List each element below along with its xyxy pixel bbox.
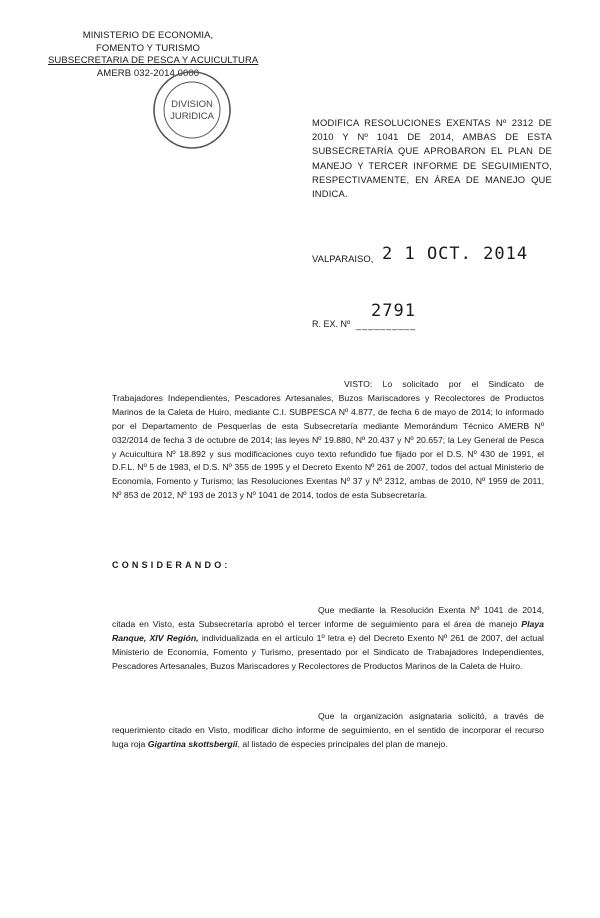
area-name: Playa Ranque, XIV Región, (112, 618, 544, 643)
p3-text-a: Que la organización asignataria solicitó, a través de requerimiento citado en Visto, modificar dicho informe de seguimiento, en el sentido de incorporar el recurso luga roja (112, 711, 544, 749)
division-juridica-stamp (150, 68, 234, 152)
stamp-line-2: JURIDICA (170, 111, 214, 122)
considerando-paragraph-1 (112, 604, 544, 674)
letterhead-subsecretaria: SUBSECRETARIA DE PESCA Y ACUICULTURA (48, 55, 259, 66)
letterhead-ministry-2: FOMENTO Y TURISMO (96, 42, 200, 54)
stamp-line-1: DIVISION (171, 99, 213, 110)
place-label: VALPARAISO, (312, 254, 374, 265)
visto-paragraph: VISTO: Lo solicitado por el Sindicato de Trabajadores Independientes, Pescadores Artesanales, Buzos Mariscadores y Recolectores de Productos Marinos de la Caleta de Huiro, mediante C.I. SUBPESCA Nº 4.877, de fecha 6 de mayo de 2014; lo informado por el Departamento de Pesquerías de esta Subsecretaría mediante Memorándum Técnico AMERB Nº 032/2014 de fecha 3 de octubre de 2014; las leyes Nº 19.880, Nº 20.437 y Nº 20.657; la Ley General de Pesca y Acuicultura Nº 18.892 y sus modificaciones cuyo texto refundido fue fijado por el D.S. Nº 430 de 1991, el D.F.L. Nº 5 de 1983, el D.S. Nº 355 de 1995 y el Decreto Exento Nº 261 de 2007, todos del actual Ministerio de Economía, Fomento y Turismo; las Resoluciones Exentas Nº 37 y Nº 2312, ambas de 2010, Nº 1959 de 2011, Nº 853 de 2012, Nº 193 de 2013 y Nº 1041 de 2014, todos de esta Subsecretaría. (112, 379, 544, 501)
resolution-number: 2791 (371, 301, 416, 321)
p2-text-a: Que mediante la Resolución Exenta Nº 1041 de 2014, citada en Visto, esta Subsecretaría aprobó el tercer informe de seguimiento para el área de manejo (112, 605, 544, 629)
considerando-paragraph-2 (112, 710, 544, 752)
p3-text-b: , al listado de especies principales del plan de manejo. (237, 738, 448, 749)
rex-blank-line: __________ (356, 320, 417, 330)
rex-label: R. EX. Nº (312, 319, 351, 329)
date-stamp: 2 1 OCT. 2014 (382, 244, 529, 264)
p2-text-b: individualizada en el artículo 1º letra e) del Decreto Exento Nº 261 de 2007, del actual Ministerio de Economía, Fomento y Turismo, presentado por el Sindicato de Trabajadores Independientes, Pescadores Artesanales, Buzos Mariscadores y Recolectores de Productos Marinos de la Caleta de Huiro. (112, 632, 544, 671)
letterhead-reference: AMERB 032-2014 0000 (96, 67, 200, 79)
document-title: MODIFICA RESOLUCIONES EXENTAS Nº 2312 DE 2010 Y Nº 1041 DE 2014, AMBAS DE ESTA SUBSECRETARÍA QUE APROBARON EL PLAN DE MANEJO Y TERCER INFORME DE SEGUIMIENTO, RESPECTIVAMENTE, EN ÁREA DE MANEJO QUE INDICA. (312, 117, 552, 200)
letterhead-ministry: MINISTERIO DE ECONOMIA, (82, 30, 214, 41)
considerando-heading: CONSIDERANDO: (112, 560, 231, 570)
species-name: Gigartina skottsbergii (147, 738, 238, 749)
